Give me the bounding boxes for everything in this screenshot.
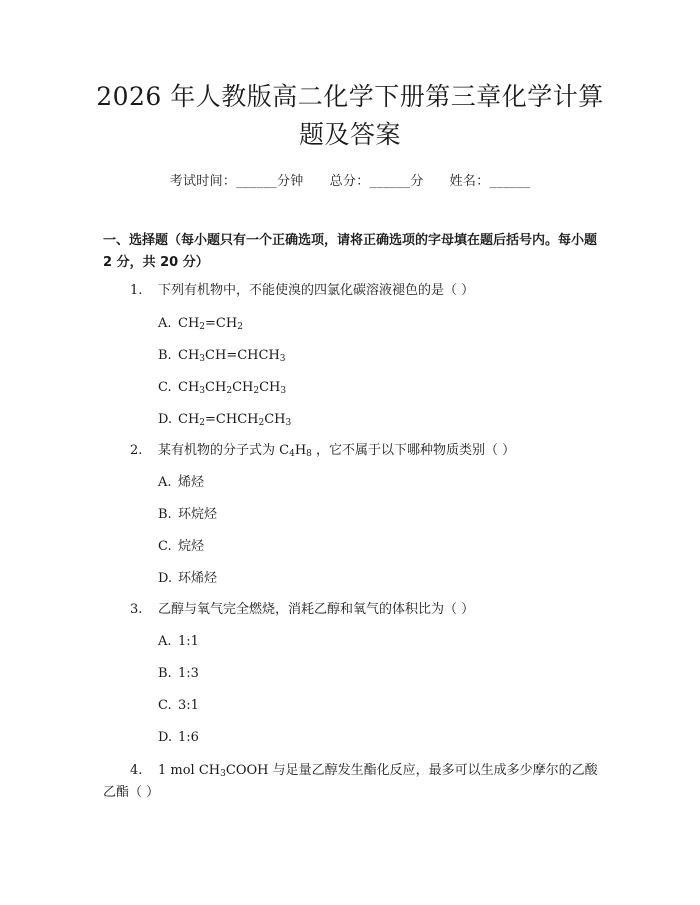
option-text: 1:3 xyxy=(178,666,199,681)
question-number: 1. xyxy=(130,283,143,298)
title-line-2: 题及答案 xyxy=(298,120,401,149)
formula-sub: 3 xyxy=(220,769,226,779)
formula-part: =CH xyxy=(205,316,238,331)
formula-part: CH xyxy=(232,380,254,395)
question-text: 下列有机物中，不能使溴的四氯化碳溶液褪色的是（ ） xyxy=(158,283,475,298)
question-number: 4. xyxy=(130,763,143,778)
formula-part: CH xyxy=(205,380,227,395)
formula-part: CH xyxy=(178,348,200,363)
question-number: 3. xyxy=(130,602,143,617)
exam-time: 考试时间：______分钟 xyxy=(169,174,304,189)
formula-sub: 2 xyxy=(253,386,260,396)
question-1 xyxy=(130,281,610,301)
formula-part: CH xyxy=(178,316,200,331)
formula-sub: 3 xyxy=(280,386,287,396)
option-label: B. xyxy=(158,666,172,681)
section-heading: 一、选择题（每小题只有一个正确选项，请将正确选项的字母填在题后括号内。每小题 2 分，共 20 分） xyxy=(103,233,598,270)
exam-info xyxy=(0,170,700,189)
question-text: COOH 与足量乙醇发生酯化反应，最多可以生成多少摩尔的乙酸乙酯（ ） xyxy=(103,763,598,800)
option-2c xyxy=(158,538,204,556)
option-text: 烯烃 xyxy=(178,475,205,490)
option-2d xyxy=(158,570,217,588)
option-label: D. xyxy=(158,730,173,745)
question-text: H xyxy=(294,443,307,458)
question-text: ，它不属于以下哪种物质类别（ ） xyxy=(311,443,516,458)
formula-part: CH xyxy=(259,380,281,395)
formula-sub: 3 xyxy=(199,386,206,396)
question-2 xyxy=(130,441,610,461)
option-text: 环烷烃 xyxy=(178,507,218,522)
formula-part: =CHCH xyxy=(205,412,259,427)
formula-sub: 2 xyxy=(258,418,265,428)
question-number: 2. xyxy=(130,443,143,458)
option-3a xyxy=(158,633,199,651)
formula-sub: 3 xyxy=(279,354,286,364)
question-text: 1 mol CH xyxy=(158,763,221,778)
formula-sub: 4 xyxy=(289,449,295,459)
option-text: 烷烃 xyxy=(178,539,205,554)
question-text: 乙醇与氧气完全燃烧，消耗乙醇和氧气的体积比为（ ） xyxy=(158,602,475,617)
option-label: A. xyxy=(158,634,172,649)
option-1b xyxy=(158,347,286,365)
option-label: C. xyxy=(158,539,172,554)
option-label: C. xyxy=(158,380,172,395)
formula-sub: 2 xyxy=(199,322,206,332)
exam-name: 姓名：______ xyxy=(449,174,531,189)
question-text: 某有机物的分子式为 C xyxy=(158,443,290,458)
question-4 xyxy=(103,760,603,804)
formula-sub: 2 xyxy=(226,386,233,396)
option-1d xyxy=(158,411,291,429)
formula-part: CH xyxy=(178,412,200,427)
title-line-1: 2026 年人教版高二化学下册第三章化学计算 xyxy=(96,82,604,111)
formula-sub: 2 xyxy=(199,418,206,428)
formula-sub: 2 xyxy=(237,322,243,332)
option-2a xyxy=(158,474,204,492)
question-3 xyxy=(130,600,610,620)
option-3d xyxy=(158,729,199,747)
option-label: B. xyxy=(158,507,172,522)
option-3b xyxy=(158,665,199,683)
option-2b xyxy=(158,506,217,524)
option-label: A. xyxy=(158,475,172,490)
option-label: D. xyxy=(158,412,173,427)
option-3c xyxy=(158,697,199,715)
formula-part: CH xyxy=(178,380,200,395)
option-label: A. xyxy=(158,316,172,331)
formula-sub: 3 xyxy=(199,354,206,364)
document-title xyxy=(60,78,640,154)
formula-sub: 8 xyxy=(306,449,312,459)
option-label: D. xyxy=(158,571,173,586)
option-label: C. xyxy=(158,698,172,713)
option-1c xyxy=(158,379,286,397)
formula-sub: 3 xyxy=(285,418,292,428)
option-text: 环烯烃 xyxy=(178,571,218,586)
formula-part: CH=CHCH xyxy=(205,348,280,363)
option-1a xyxy=(158,315,243,333)
exam-score: 总分：______分 xyxy=(329,174,424,189)
option-text: 1:1 xyxy=(178,634,199,649)
option-text: 1:6 xyxy=(178,730,199,745)
option-text: 3:1 xyxy=(178,698,199,713)
formula-part: CH xyxy=(264,412,286,427)
option-label: B. xyxy=(158,348,172,363)
